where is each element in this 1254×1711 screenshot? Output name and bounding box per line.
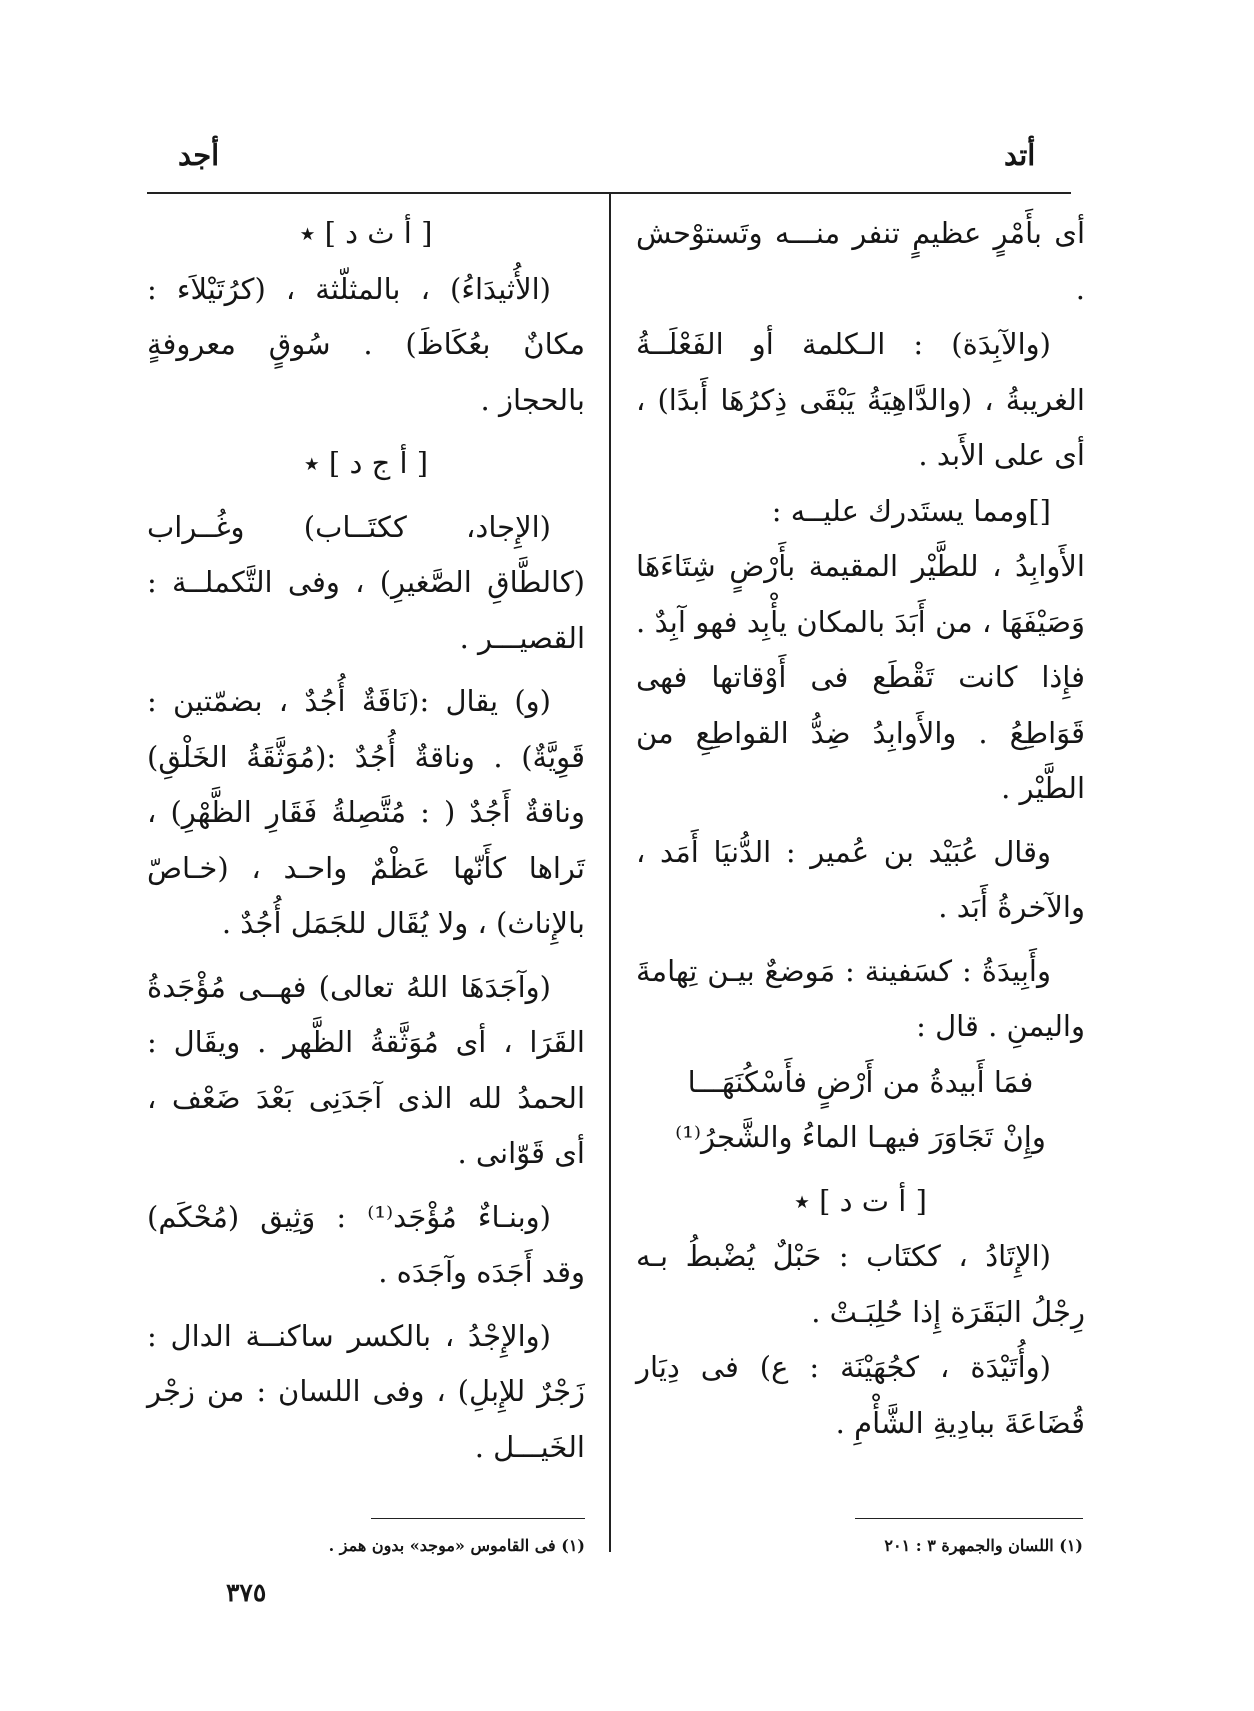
paragraph: (و) يقال :(نَاقَةٌ أُجُدٌ ، بضمّتين : قَوِيَّةٌ) . وناقةٌ أُجُدٌ :(مُوَثَّقَةُ الخَلْقِ) وناقةٌ أَجُدٌ ( : مُتَّصِلةُ فَقَارِ الظَّهْرِ) ، تَراها كأَنّها عَظْمٌ واحـد ، (خـاصّ بالإِناث) ، ولا يُقَال للجَمَل أُجُدٌ . xyxy=(147,684,585,940)
page-number: ٣٧٥ xyxy=(226,1578,267,1607)
paragraph: (والآبِدَة) : الـكلمة أو الفَعْلَــةُ الغريبةُ ، (والدَّاهِيَةُ يَبْقَى ذِكرُهَا أَبدًا) ، أى على الأَبد . xyxy=(636,327,1085,472)
paragraph: (الإِتَادُ ، ككتَاب : حَبْلٌ يُضْبطُ بـه رِجْلُ البَقَرَة إِذا حُلِبَـتْ . xyxy=(636,1239,1085,1329)
paragraph: (وبنـاءٌ مُؤْجَد⁽¹⁾ : وَثِيق (مُحْكَم) وقد أَجَدَه وآجَدَه . xyxy=(147,1199,585,1289)
running-head-right: أتد xyxy=(1004,138,1036,172)
column-divider xyxy=(609,194,611,1552)
paragraph: (الإِجاد، ككتَــاب) وغُــراب (كالطَّاقِ الصَّغيرِ) ، وفى التَّكملــة : القصيـــر . xyxy=(147,509,585,655)
paragraph: (وأُتَيْدَة ، كجُهَيْنَة : ع) فى دِيَار قُضَاعَةَ ببادِيةِ الشَّأْمِ . xyxy=(636,1350,1085,1440)
left-column xyxy=(147,206,585,1475)
footnote-rule xyxy=(855,1518,1083,1519)
paragraph: (وآجَدَهَا اللهُ تعالى) فهــى مُؤْجَدةُ القَرَا ، أى مُوَثَّقةُ الظَّهر . ويقَال : الحمدُ لله الذى آجَدَنِى بَعْدَ ضَعْف ، أى قَوّانى . xyxy=(147,969,585,1170)
right-column xyxy=(636,206,1085,1451)
running-head-left: أجد xyxy=(178,138,220,172)
paragraph: وأَبِيدَةُ : كسَفينة : مَوضعٌ بيـن تِهامةَ واليمنِ . قال : xyxy=(636,953,1085,1043)
paragraph: الأَوابِدُ ، للطَّيْر المقيمة بأَرْضٍ شِتَاءَهَا وَصَيْفَهَا ، من أَبَدَ بالمكان يأْبِد فهو آبِدٌ . فإِذا كانت تَقْطَع فى أَوْقاتها فهى قَوَاطِعُ . والأَوابِدُ ضِدُّ القواطِعِ من الطَّيْر . xyxy=(636,549,1085,805)
entry-title: [ أ ت د ] ٭ xyxy=(794,1183,927,1218)
paragraph: أى بأَمْرٍ عظيمٍ تنفر منـــه وتَستوْحش . xyxy=(636,216,1085,306)
paragraph: وقال عُبَيْد بن عُمير : الدُّنيَا أَمَد ، والآخرةُ أَبَد . xyxy=(636,834,1085,924)
footnote-rule xyxy=(371,1518,585,1519)
footnote-left: (١) فى القاموس «موجد» بدون همز . xyxy=(328,1536,585,1555)
verse-line: فمَا أَبيدةُ من أَرْضٍ فأَسْكُنَهَـــا xyxy=(687,1064,1034,1099)
paragraph: (الأُثيدَاءُ) ، بالمثلّثة ، (كرُتَيْلاَء : مكانٌ بعُكَاظَ) . سُوقٍ معروفةٍ بالحجاز . xyxy=(147,271,585,417)
footnote-right: (١) اللسان والجمهرة ٣ : ٢٠١ xyxy=(884,1536,1083,1555)
entry-title: [ أ ث د ] ٭ xyxy=(299,216,433,250)
entry-title: [ أ ج د ] ٭ xyxy=(303,446,429,480)
paragraph: []ومما يستَدرك عليــه : xyxy=(771,493,1051,528)
paragraph: (والإِجْدُ ، بالكسر ساكنــة الدال : زَجْرٌ للإِبلِ) ، وفى اللسان : من زجْر الخَيـــل . xyxy=(147,1318,585,1464)
verse-line: وإِنْ تَجَاوَرَ فيهـا الماءُ والشَّجرُ⁽¹⁾ xyxy=(675,1120,1046,1154)
